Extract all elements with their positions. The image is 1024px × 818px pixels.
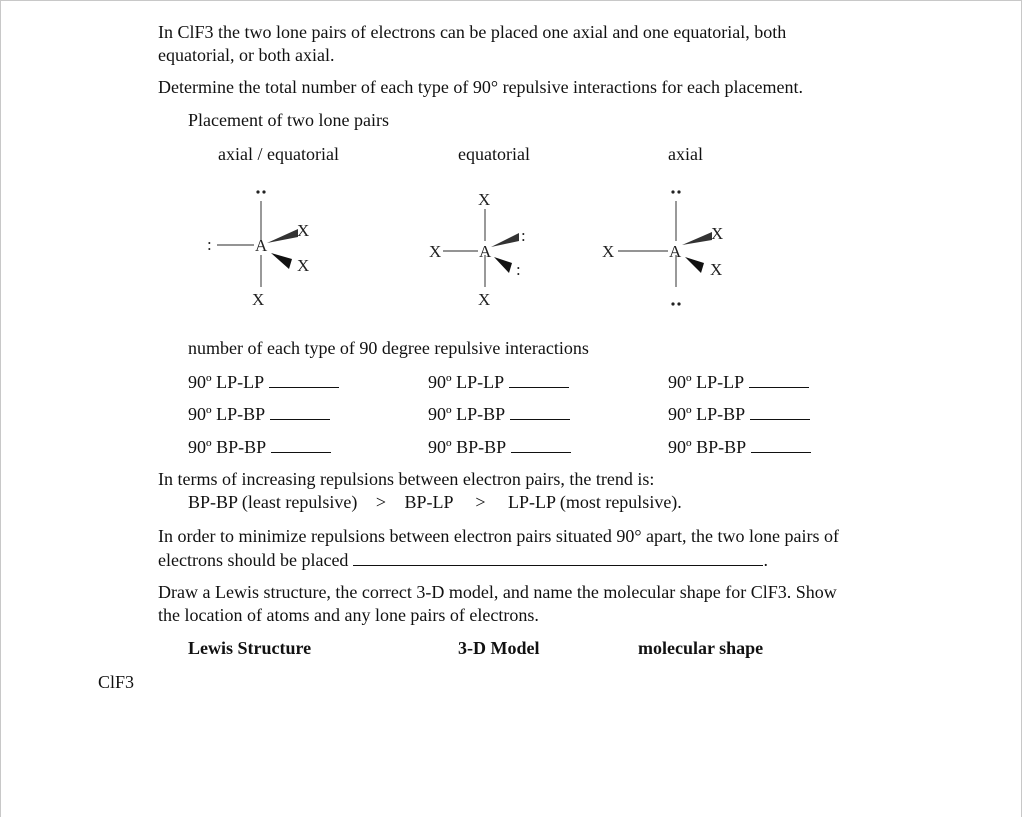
intro-line-1: In ClF3 the two lone pairs of electrons can be placed one axial and one equatorial, both xyxy=(158,22,787,42)
minimize-line-1: In order to minimize repulsions between electron pairs situated 90° apart, the two lone pairs of xyxy=(158,526,839,546)
answer-blank[interactable] xyxy=(509,370,569,388)
diagram-axial xyxy=(596,181,746,311)
dash-bond xyxy=(494,257,512,273)
diagram-equatorial xyxy=(421,181,551,311)
molecular-shape-header: molecular shape xyxy=(638,638,764,658)
answer-blank[interactable] xyxy=(749,370,809,388)
central-atom-label: A xyxy=(669,242,682,261)
answer-blank[interactable] xyxy=(271,435,331,453)
interaction-row-lp-bp-col1: 90º LP-BP xyxy=(188,402,330,426)
column-heading-axial-equatorial: axial / equatorial xyxy=(218,144,339,164)
interaction-row-lp-lp-col3: 90º LP-LP xyxy=(668,370,809,394)
interaction-row-bp-bp-col3: 90º BP-BP xyxy=(668,435,811,459)
trend-line: BP-BP (least repulsive) > BP-LP > LP-LP (most repulsive). xyxy=(188,492,682,512)
compound-label: ClF3 xyxy=(98,672,135,692)
lone-pair-dash: : xyxy=(516,260,521,279)
ligand-label-wedge: X xyxy=(711,224,724,243)
answer-blank[interactable] xyxy=(510,402,570,420)
determine-instruction: Determine the total number of each type of 90° repulsive interactions for each placement. xyxy=(158,77,803,97)
diagram-axial-equatorial xyxy=(201,181,331,311)
answer-blank[interactable] xyxy=(511,435,571,453)
central-atom-label: A xyxy=(479,242,492,261)
lewis-structure-header: Lewis Structure xyxy=(188,638,312,658)
interaction-row-bp-bp-col1: 90º BP-BP xyxy=(188,435,331,459)
interaction-row-lp-bp-col2: 90º LP-BP xyxy=(428,402,570,426)
placement-answer-blank[interactable] xyxy=(353,548,763,566)
minimize-line-2: electrons should be placed . xyxy=(158,550,768,570)
ligand-label-left: X xyxy=(602,242,615,261)
dash-bond xyxy=(685,257,704,273)
ligand-label-bottom: X xyxy=(478,290,491,309)
answer-blank[interactable] xyxy=(751,435,811,453)
interactions-heading: number of each type of 90 degree repulsive interactions xyxy=(188,338,589,358)
column-heading-equatorial: equatorial xyxy=(458,144,530,164)
wedge-bond xyxy=(267,229,298,243)
wedge-bond xyxy=(682,232,712,245)
draw-instruction-line-2: the location of atoms and any lone pairs of electrons. xyxy=(158,605,539,625)
interaction-row-bp-bp-col2: 90º BP-BP xyxy=(428,435,571,459)
interaction-row-lp-bp-col3: 90º LP-BP xyxy=(668,402,810,426)
lone-pair-axial-top xyxy=(671,190,680,193)
central-atom-label: A xyxy=(255,236,268,255)
intro-line-2: equatorial, or both axial. xyxy=(158,45,335,65)
ligand-label-top: X xyxy=(478,190,491,209)
ligand-label-dash: X xyxy=(710,260,723,279)
ligand-label-left: X xyxy=(429,242,442,261)
interaction-row-lp-lp-col2: 90º LP-LP xyxy=(428,370,569,394)
lone-pair-wedge: : xyxy=(521,226,526,245)
ligand-label-wedge: X xyxy=(297,221,310,240)
answer-blank[interactable] xyxy=(270,402,330,420)
answer-blank[interactable] xyxy=(269,370,339,388)
lone-pair-axial-bottom xyxy=(671,302,680,305)
dash-bond xyxy=(271,253,292,269)
ligand-label-bottom: X xyxy=(252,290,265,309)
ligand-label-dash: X xyxy=(297,256,310,275)
draw-instruction-line-1: Draw a Lewis structure, the correct 3-D model, and name the molecular shape for ClF3. Show xyxy=(158,582,837,602)
lone-pair-axial-top xyxy=(256,190,265,193)
wedge-bond xyxy=(491,233,519,247)
placement-heading: Placement of two lone pairs xyxy=(188,110,389,130)
3d-model-header: 3-D Model xyxy=(458,638,540,658)
lone-pair-equatorial-left: : xyxy=(207,235,212,254)
interaction-row-lp-lp-col1: 90º LP-LP xyxy=(188,370,339,394)
column-heading-axial: axial xyxy=(668,144,703,164)
answer-blank[interactable] xyxy=(750,402,810,420)
trend-intro: In terms of increasing repulsions between electron pairs, the trend is: xyxy=(158,469,655,489)
